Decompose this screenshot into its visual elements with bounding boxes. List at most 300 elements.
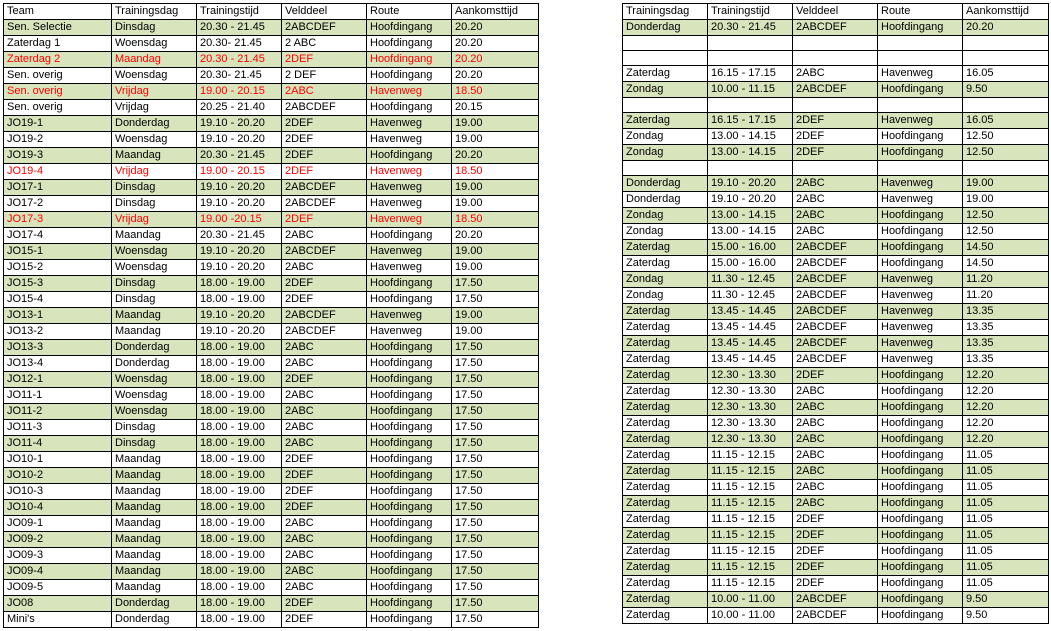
table-cell[interactable]: 2ABCDEF — [282, 196, 367, 212]
table-cell[interactable]: Zondag — [623, 82, 708, 98]
table-cell[interactable]: Zaterdag — [623, 320, 708, 336]
table-cell[interactable]: Hoofdingang — [367, 276, 452, 292]
table-cell[interactable]: Hoofdingang — [878, 208, 963, 224]
table-cell[interactable]: 11.20 — [963, 272, 1049, 288]
table-cell[interactable]: 12.50 — [963, 208, 1049, 224]
table-cell[interactable]: 18.00 - 19.00 — [197, 356, 282, 372]
table-cell[interactable]: Zaterdag — [623, 560, 708, 576]
table-cell[interactable]: JO10-2 — [4, 468, 112, 484]
table-cell[interactable]: 19.00 -20.15 — [197, 212, 282, 228]
table-cell[interactable]: 2DEF — [282, 596, 367, 612]
table-cell[interactable]: 2DEF — [282, 468, 367, 484]
table-cell[interactable]: 19.00 — [452, 116, 539, 132]
table-cell[interactable]: 12.50 — [963, 224, 1049, 240]
table-cell[interactable]: 17.50 — [452, 612, 539, 628]
table-cell[interactable]: Maandag — [112, 228, 197, 244]
table-cell[interactable]: 2ABC — [793, 400, 878, 416]
table-cell[interactable]: 2ABCDEF — [793, 592, 878, 608]
table-cell[interactable]: Zondag — [623, 208, 708, 224]
table-cell[interactable]: 19.00 — [452, 196, 539, 212]
table-cell[interactable]: 10.00 - 11.00 — [708, 592, 793, 608]
table-cell[interactable]: JO15-1 — [4, 244, 112, 260]
table-cell[interactable]: 2DEF — [282, 116, 367, 132]
table-cell[interactable]: Zondag — [623, 129, 708, 145]
table-cell[interactable]: 14.50 — [963, 240, 1049, 256]
table-cell[interactable]: Hoofdingang — [367, 548, 452, 564]
table-cell[interactable]: 19.00 - 20.15 — [197, 84, 282, 100]
table-cell[interactable]: 18.00 - 19.00 — [197, 276, 282, 292]
table-cell[interactable]: 19.10 - 20.20 — [197, 180, 282, 196]
table-cell[interactable]: Havenweg — [878, 272, 963, 288]
table-cell[interactable]: Maandag — [112, 148, 197, 164]
table-cell[interactable]: Havenweg — [878, 192, 963, 208]
table-cell[interactable]: 20.30- 21.45 — [197, 36, 282, 52]
table-cell[interactable]: 13.00 - 14.15 — [708, 224, 793, 240]
table-cell[interactable]: 20.25 - 21.40 — [197, 100, 282, 116]
table-cell[interactable]: 11.15 - 12.15 — [708, 576, 793, 592]
table-cell[interactable]: Havenweg — [878, 288, 963, 304]
table-cell[interactable]: 20.30- 21.45 — [197, 68, 282, 84]
table-cell[interactable]: 17.50 — [452, 420, 539, 436]
table-cell[interactable]: 2ABC — [282, 420, 367, 436]
table-cell[interactable]: 2ABCDEF — [793, 608, 878, 624]
table-cell[interactable]: 13.45 - 14.45 — [708, 336, 793, 352]
table-cell[interactable]: 2ABC — [282, 356, 367, 372]
table-cell[interactable]: Maandag — [112, 500, 197, 516]
table-cell[interactable]: 2ABC — [282, 516, 367, 532]
table-cell[interactable]: Zaterdag — [623, 592, 708, 608]
table-cell[interactable]: 2DEF — [282, 372, 367, 388]
table-cell[interactable]: 2ABC — [793, 176, 878, 192]
table-cell[interactable]: 19.10 - 20.20 — [197, 308, 282, 324]
table-cell[interactable]: 17.50 — [452, 292, 539, 308]
table-cell[interactable]: 2ABC — [793, 480, 878, 496]
table-cell[interactable]: 2DEF — [282, 500, 367, 516]
table-cell[interactable]: 2DEF — [282, 292, 367, 308]
table-cell[interactable]: 19.00 — [452, 324, 539, 340]
table-cell[interactable]: Maandag — [112, 484, 197, 500]
table-cell[interactable]: 18.00 - 19.00 — [197, 404, 282, 420]
table-cell[interactable]: 11.05 — [963, 528, 1049, 544]
table-cell[interactable]: JO19-4 — [4, 164, 112, 180]
table-cell[interactable]: 19.10 - 20.20 — [197, 324, 282, 340]
table-cell[interactable]: 17.50 — [452, 452, 539, 468]
table-cell[interactable]: Havenweg — [367, 244, 452, 260]
table-cell[interactable]: JO10-3 — [4, 484, 112, 500]
table-cell[interactable]: 11.15 - 12.15 — [708, 528, 793, 544]
table-cell[interactable]: JO15-3 — [4, 276, 112, 292]
table-cell[interactable]: Hoofdingang — [878, 384, 963, 400]
table-cell[interactable]: 2ABC — [282, 84, 367, 100]
table-cell[interactable]: Zaterdag 2 — [4, 52, 112, 68]
table-cell[interactable] — [878, 161, 963, 176]
table-cell[interactable]: 13.45 - 14.45 — [708, 320, 793, 336]
table-cell[interactable]: 11.15 - 12.15 — [708, 544, 793, 560]
table-cell[interactable]: 11.30 - 12.45 — [708, 272, 793, 288]
table-cell[interactable]: 12.30 - 13.30 — [708, 384, 793, 400]
table-cell[interactable]: 2ABC — [282, 228, 367, 244]
table-cell[interactable]: 18.50 — [452, 212, 539, 228]
table-cell[interactable]: Hoofdingang — [367, 68, 452, 84]
table-cell[interactable]: 13.35 — [963, 352, 1049, 368]
table-cell[interactable]: 2ABC — [793, 192, 878, 208]
table-cell[interactable]: Havenweg — [878, 320, 963, 336]
table-cell[interactable]: Hoofdingang — [367, 356, 452, 372]
table-cell[interactable]: 2ABC — [793, 224, 878, 240]
table-cell[interactable]: Hoofdingang — [878, 240, 963, 256]
table-cell[interactable]: 2ABCDEF — [793, 240, 878, 256]
table-cell[interactable]: Hoofdingang — [367, 516, 452, 532]
table-cell[interactable] — [878, 51, 963, 66]
table-cell[interactable]: 17.50 — [452, 372, 539, 388]
table-cell[interactable]: Dinsdag — [112, 196, 197, 212]
table-cell[interactable]: JO12-1 — [4, 372, 112, 388]
table-cell[interactable]: Donderdag — [623, 20, 708, 36]
table-cell[interactable]: Maandag — [112, 580, 197, 596]
table-cell[interactable]: 18.00 - 19.00 — [197, 292, 282, 308]
table-cell[interactable]: 2DEF — [282, 52, 367, 68]
table-cell[interactable]: Hoofdingang — [367, 580, 452, 596]
table-cell[interactable]: 12.50 — [963, 129, 1049, 145]
table-cell[interactable]: Hoofdingang — [878, 544, 963, 560]
table-cell[interactable]: 20.30 - 21.45 — [197, 228, 282, 244]
table-cell[interactable]: 11.20 — [963, 288, 1049, 304]
table-cell[interactable]: Donderdag — [623, 176, 708, 192]
table-cell[interactable]: JO17-4 — [4, 228, 112, 244]
table-cell[interactable]: 2DEF — [793, 145, 878, 161]
table-cell[interactable]: Hoofdingang — [367, 468, 452, 484]
table-cell[interactable]: 2DEF — [282, 132, 367, 148]
table-cell[interactable]: Zaterdag — [623, 384, 708, 400]
table-cell[interactable]: 15.00 - 16.00 — [708, 240, 793, 256]
table-cell[interactable]: Hoofdingang — [878, 400, 963, 416]
table-cell[interactable]: Zaterdag — [623, 432, 708, 448]
table-cell[interactable]: 11.15 - 12.15 — [708, 512, 793, 528]
table-cell[interactable]: Woensdag — [112, 244, 197, 260]
table-cell[interactable]: Hoofdingang — [878, 448, 963, 464]
table-cell[interactable]: 2ABC — [282, 436, 367, 452]
table-cell[interactable]: 12.20 — [963, 368, 1049, 384]
table-cell[interactable]: 18.00 - 19.00 — [197, 612, 282, 628]
table-cell[interactable]: 2DEF — [282, 164, 367, 180]
table-cell[interactable]: 2ABC — [282, 388, 367, 404]
table-cell[interactable]: 19.00 — [452, 244, 539, 260]
table-cell[interactable]: 20.20 — [452, 228, 539, 244]
table-cell[interactable]: 2DEF — [793, 528, 878, 544]
table-cell[interactable]: 18.00 - 19.00 — [197, 500, 282, 516]
table-cell[interactable]: 19.10 - 20.20 — [197, 116, 282, 132]
table-cell[interactable]: 2ABC — [793, 432, 878, 448]
table-cell[interactable]: 20.30 - 21.45 — [708, 20, 793, 36]
table-cell[interactable]: 11.05 — [963, 464, 1049, 480]
table-cell[interactable]: 2ABC — [282, 260, 367, 276]
table-cell[interactable] — [623, 161, 708, 176]
table-cell[interactable]: 12.30 - 13.30 — [708, 416, 793, 432]
table-cell[interactable]: Dinsdag — [112, 292, 197, 308]
table-cell[interactable]: JO13-2 — [4, 324, 112, 340]
table-cell[interactable]: Woensdag — [112, 68, 197, 84]
table-cell[interactable]: 11.05 — [963, 448, 1049, 464]
table-cell[interactable]: JO13-1 — [4, 308, 112, 324]
table-cell[interactable]: Havenweg — [367, 324, 452, 340]
table-cell[interactable]: Zaterdag — [623, 464, 708, 480]
table-cell[interactable]: 2DEF — [282, 212, 367, 228]
table-cell[interactable]: Hoofdingang — [878, 129, 963, 145]
table-cell[interactable]: Donderdag — [112, 596, 197, 612]
table-cell[interactable]: 2ABC — [793, 66, 878, 82]
table-cell[interactable]: 17.50 — [452, 356, 539, 372]
table-cell[interactable]: 9.50 — [963, 608, 1049, 624]
table-cell[interactable] — [793, 51, 878, 66]
table-cell[interactable]: 18.00 - 19.00 — [197, 548, 282, 564]
table-cell[interactable]: Hoofdingang — [878, 256, 963, 272]
table-cell[interactable]: 20.20 — [452, 148, 539, 164]
table-cell[interactable]: Woensdag — [112, 388, 197, 404]
table-cell[interactable] — [623, 98, 708, 113]
table-cell[interactable]: 2ABCDEF — [793, 336, 878, 352]
table-cell[interactable]: JO09-5 — [4, 580, 112, 596]
table-cell[interactable]: Hoofdingang — [367, 436, 452, 452]
table-cell[interactable]: 18.00 - 19.00 — [197, 388, 282, 404]
table-cell[interactable]: 20.30 - 21.45 — [197, 148, 282, 164]
table-cell[interactable]: 17.50 — [452, 276, 539, 292]
table-cell[interactable]: Havenweg — [367, 308, 452, 324]
table-cell[interactable]: 2ABC — [793, 496, 878, 512]
table-cell[interactable]: 19.00 — [452, 132, 539, 148]
table-cell[interactable]: 15.00 - 16.00 — [708, 256, 793, 272]
table-cell[interactable]: 19.10 - 20.20 — [708, 192, 793, 208]
table-cell[interactable]: 11.05 — [963, 560, 1049, 576]
table-cell[interactable]: 10.00 - 11.00 — [708, 608, 793, 624]
table-cell[interactable]: Hoofdingang — [367, 148, 452, 164]
table-cell[interactable]: Hoofdingang — [367, 612, 452, 628]
table-cell[interactable]: Zaterdag — [623, 544, 708, 560]
table-cell[interactable]: Havenweg — [878, 113, 963, 129]
table-cell[interactable]: 2DEF — [282, 612, 367, 628]
table-cell[interactable]: Zaterdag — [623, 608, 708, 624]
table-cell[interactable]: JO19-3 — [4, 148, 112, 164]
table-cell[interactable]: 16.15 - 17.15 — [708, 113, 793, 129]
table-cell[interactable]: JO17-2 — [4, 196, 112, 212]
table-cell[interactable]: Hoofdingang — [367, 372, 452, 388]
table-cell[interactable]: Havenweg — [367, 212, 452, 228]
table-cell[interactable] — [793, 161, 878, 176]
table-cell[interactable]: Woensdag — [112, 36, 197, 52]
table-cell[interactable]: 17.50 — [452, 340, 539, 356]
table-cell[interactable]: Hoofdingang — [878, 416, 963, 432]
table-cell[interactable]: 19.00 - 20.15 — [197, 164, 282, 180]
table-cell[interactable]: 19.10 - 20.20 — [197, 196, 282, 212]
table-cell[interactable]: Hoofdingang — [878, 82, 963, 98]
table-cell[interactable]: 2ABCDEF — [793, 256, 878, 272]
table-cell[interactable]: 17.50 — [452, 468, 539, 484]
table-cell[interactable]: 18.00 - 19.00 — [197, 468, 282, 484]
table-cell[interactable]: 11.05 — [963, 544, 1049, 560]
table-cell[interactable]: Maandag — [112, 52, 197, 68]
table-cell[interactable]: Hoofdingang — [878, 145, 963, 161]
table-cell[interactable]: 2DEF — [793, 576, 878, 592]
table-cell[interactable]: Mini's — [4, 612, 112, 628]
table-cell[interactable] — [963, 51, 1049, 66]
table-cell[interactable]: 19.10 - 20.20 — [708, 176, 793, 192]
table-cell[interactable] — [708, 161, 793, 176]
table-cell[interactable]: Woensdag — [112, 404, 197, 420]
table-cell[interactable]: Havenweg — [367, 84, 452, 100]
table-cell[interactable]: JO09-4 — [4, 564, 112, 580]
table-cell[interactable]: Hoofdingang — [367, 36, 452, 52]
table-cell[interactable]: 20.30 - 21.45 — [197, 52, 282, 68]
table-cell[interactable]: Zaterdag — [623, 512, 708, 528]
table-cell[interactable]: Maandag — [112, 548, 197, 564]
table-cell[interactable]: Zaterdag — [623, 480, 708, 496]
table-cell[interactable]: JO19-2 — [4, 132, 112, 148]
table-cell[interactable]: 11.05 — [963, 576, 1049, 592]
table-cell[interactable]: JO13-3 — [4, 340, 112, 356]
table-cell[interactable]: 17.50 — [452, 580, 539, 596]
table-cell[interactable]: Havenweg — [367, 196, 452, 212]
table-cell[interactable]: 19.10 - 20.20 — [197, 260, 282, 276]
table-cell[interactable]: 11.05 — [963, 480, 1049, 496]
table-cell[interactable]: JO09-2 — [4, 532, 112, 548]
table-cell[interactable]: 16.05 — [963, 113, 1049, 129]
table-cell[interactable]: Zaterdag — [623, 66, 708, 82]
table-cell[interactable]: 13.00 - 14.15 — [708, 145, 793, 161]
table-cell[interactable]: 20.20 — [452, 36, 539, 52]
table-cell[interactable]: Dinsdag — [112, 20, 197, 36]
table-cell[interactable]: 17.50 — [452, 548, 539, 564]
table-cell[interactable] — [963, 36, 1049, 51]
table-cell[interactable] — [878, 36, 963, 51]
table-cell[interactable]: Dinsdag — [112, 276, 197, 292]
table-cell[interactable]: Donderdag — [112, 116, 197, 132]
table-cell[interactable]: JO11-3 — [4, 420, 112, 436]
table-cell[interactable]: 17.50 — [452, 500, 539, 516]
table-cell[interactable]: Hoofdingang — [878, 496, 963, 512]
table-cell[interactable]: 2DEF — [793, 544, 878, 560]
table-cell[interactable]: Hoofdingang — [878, 608, 963, 624]
table-cell[interactable]: Hoofdingang — [367, 500, 452, 516]
table-cell[interactable]: 12.30 - 13.30 — [708, 400, 793, 416]
table-cell[interactable]: Zaterdag — [623, 368, 708, 384]
table-cell[interactable]: 2ABCDEF — [793, 272, 878, 288]
table-cell[interactable]: Sen. overig — [4, 68, 112, 84]
table-cell[interactable]: Hoofdingang — [367, 596, 452, 612]
table-cell[interactable]: 2ABC — [282, 548, 367, 564]
table-cell[interactable]: 18.00 - 19.00 — [197, 564, 282, 580]
table-cell[interactable]: 12.20 — [963, 400, 1049, 416]
table-cell[interactable]: Zaterdag — [623, 113, 708, 129]
table-cell[interactable]: 20.20 — [452, 52, 539, 68]
table-cell[interactable]: 2ABC — [282, 404, 367, 420]
table-cell[interactable]: 2 ABC — [282, 36, 367, 52]
table-cell[interactable]: 13.45 - 14.45 — [708, 304, 793, 320]
table-cell[interactable]: 17.50 — [452, 436, 539, 452]
table-cell[interactable]: Sen. overig — [4, 84, 112, 100]
table-cell[interactable]: Hoofdingang — [367, 484, 452, 500]
table-cell[interactable]: 2ABCDEF — [282, 244, 367, 260]
table-cell[interactable]: 19.00 — [963, 192, 1049, 208]
table-cell[interactable]: 18.50 — [452, 164, 539, 180]
table-cell[interactable]: 20.15 — [452, 100, 539, 116]
table-cell[interactable]: 17.50 — [452, 404, 539, 420]
table-cell[interactable]: Zaterdag — [623, 240, 708, 256]
table-cell[interactable]: Hoofdingang — [878, 224, 963, 240]
table-cell[interactable]: Hoofdingang — [367, 292, 452, 308]
table-cell[interactable]: 18.00 - 19.00 — [197, 340, 282, 356]
table-cell[interactable]: Hoofdingang — [878, 576, 963, 592]
table-cell[interactable]: Havenweg — [367, 180, 452, 196]
table-cell[interactable]: Zaterdag — [623, 448, 708, 464]
table-cell[interactable] — [793, 36, 878, 51]
table-cell[interactable]: 2ABCDEF — [282, 100, 367, 116]
table-cell[interactable]: 2ABC — [793, 464, 878, 480]
table-cell[interactable] — [708, 36, 793, 51]
table-cell[interactable]: Donderdag — [112, 340, 197, 356]
table-cell[interactable]: Maandag — [112, 468, 197, 484]
table-cell[interactable]: 18.50 — [452, 84, 539, 100]
table-cell[interactable]: Vrijdag — [112, 212, 197, 228]
table-cell[interactable]: 2ABCDEF — [282, 324, 367, 340]
table-cell[interactable]: Hoofdingang — [367, 404, 452, 420]
table-cell[interactable]: Donderdag — [112, 356, 197, 372]
table-cell[interactable]: Sen. overig — [4, 100, 112, 116]
table-cell[interactable] — [623, 36, 708, 51]
table-cell[interactable]: 11.05 — [963, 512, 1049, 528]
table-cell[interactable]: Zaterdag — [623, 416, 708, 432]
table-cell[interactable]: 17.50 — [452, 516, 539, 532]
table-cell[interactable]: 13.35 — [963, 336, 1049, 352]
table-cell[interactable]: Hoofdingang — [367, 564, 452, 580]
table-cell[interactable]: Donderdag — [623, 192, 708, 208]
table-cell[interactable]: Dinsdag — [112, 180, 197, 196]
table-cell[interactable]: JO10-4 — [4, 500, 112, 516]
table-cell[interactable]: 2ABCDEF — [793, 352, 878, 368]
table-cell[interactable]: 19.00 — [452, 260, 539, 276]
table-cell[interactable]: 2ABC — [793, 384, 878, 400]
table-cell[interactable]: 9.50 — [963, 592, 1049, 608]
table-cell[interactable]: JO13-4 — [4, 356, 112, 372]
table-cell[interactable]: Hoofdingang — [878, 464, 963, 480]
table-cell[interactable]: 12.30 - 13.30 — [708, 432, 793, 448]
table-cell[interactable]: Woensdag — [112, 132, 197, 148]
table-cell[interactable]: 12.50 — [963, 145, 1049, 161]
table-cell[interactable]: Vrijdag — [112, 164, 197, 180]
table-cell[interactable]: 18.00 - 19.00 — [197, 436, 282, 452]
table-cell[interactable]: Hoofdingang — [878, 592, 963, 608]
table-cell[interactable]: 2ABCDEF — [282, 180, 367, 196]
table-cell[interactable]: 11.15 - 12.15 — [708, 448, 793, 464]
table-cell[interactable]: Zondag — [623, 288, 708, 304]
table-cell[interactable]: JO09-3 — [4, 548, 112, 564]
table-cell[interactable]: 11.05 — [963, 496, 1049, 512]
table-cell[interactable]: 2DEF — [282, 148, 367, 164]
table-cell[interactable]: Maandag — [112, 308, 197, 324]
table-cell[interactable]: Donderdag — [112, 612, 197, 628]
table-cell[interactable]: Woensdag — [112, 260, 197, 276]
table-cell[interactable]: 19.10 - 20.20 — [197, 132, 282, 148]
table-cell[interactable]: 19.10 - 20.20 — [197, 244, 282, 260]
table-cell[interactable]: JO19-1 — [4, 116, 112, 132]
table-cell[interactable]: Havenweg — [878, 176, 963, 192]
table-cell[interactable]: Hoofdingang — [367, 340, 452, 356]
table-cell[interactable]: 2ABCDEF — [282, 20, 367, 36]
table-cell[interactable]: Havenweg — [878, 336, 963, 352]
table-cell[interactable]: 20.20 — [452, 68, 539, 84]
table-cell[interactable]: 18.00 - 19.00 — [197, 596, 282, 612]
table-cell[interactable]: Zaterdag — [623, 400, 708, 416]
table-cell[interactable]: 10.00 - 11.15 — [708, 82, 793, 98]
table-cell[interactable]: Vrijdag — [112, 100, 197, 116]
